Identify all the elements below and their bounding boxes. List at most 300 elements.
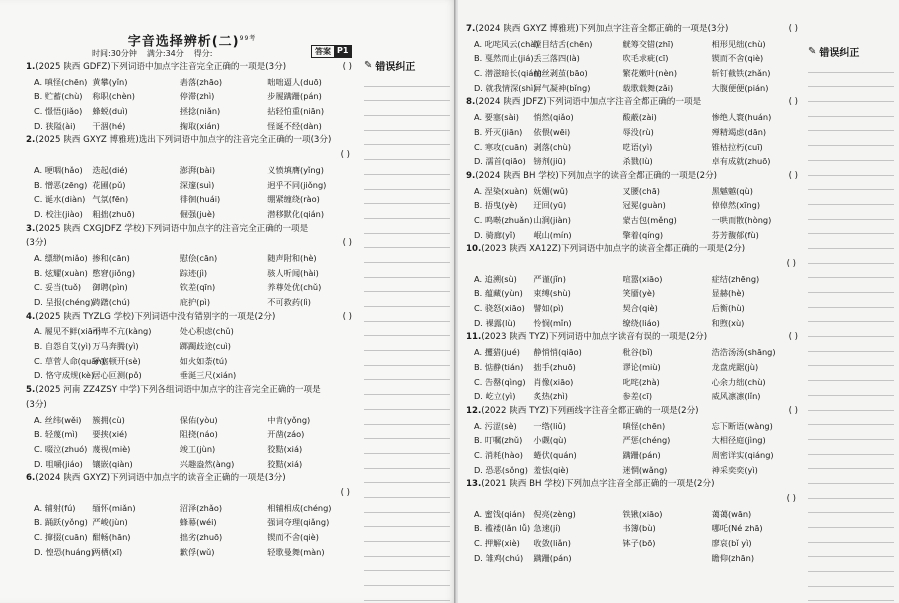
correction-line bbox=[364, 469, 450, 484]
option-item: 慰侩(cān) bbox=[179, 252, 218, 263]
error-correction-label: 错误纠正 bbox=[819, 47, 860, 59]
correction-line bbox=[808, 322, 894, 337]
option-item: B. 歼灭(jiān) bbox=[474, 126, 523, 137]
option-row bbox=[466, 213, 804, 228]
option-item: 倪亮(zèng) bbox=[533, 508, 576, 519]
option-item bbox=[622, 551, 711, 566]
option-item: 怜悯(mǐn) bbox=[533, 317, 572, 328]
option-row bbox=[466, 521, 804, 536]
option-item: 书簿(bù) bbox=[622, 523, 656, 534]
question-block bbox=[466, 477, 804, 565]
option-row bbox=[466, 316, 804, 331]
option-item: 大腹便便(pián) bbox=[711, 82, 769, 93]
question-source: (2025 陕西 TYZLG 学校) bbox=[35, 311, 135, 322]
option-item: A. 攫猎(jué) bbox=[474, 347, 520, 358]
option-item: B. 戛然而止(jiá) bbox=[474, 53, 534, 64]
option-row bbox=[26, 75, 358, 90]
option-item: 辱没(rù) bbox=[622, 126, 654, 137]
question-source: (2021 陕西 BH 学校) bbox=[481, 479, 565, 490]
question-text: 下列词语中加点字读音有误的一项是(2分) bbox=[548, 332, 708, 343]
option-item: C. 啜泣(zhuó) bbox=[34, 443, 88, 454]
option-row bbox=[26, 266, 358, 281]
option-item: B. 惦静(tián) bbox=[474, 361, 524, 372]
correction-line bbox=[364, 234, 450, 249]
option-item: 掺和(cān) bbox=[92, 252, 130, 263]
option-item: 瞠目结舌(chēn) bbox=[533, 38, 593, 49]
option-item: 妩媚(wǔ) bbox=[533, 185, 569, 196]
question-stem-continued bbox=[26, 398, 358, 413]
option-item: 拈轻怕重(niān) bbox=[267, 106, 325, 117]
option-item: A. 追溯(sù) bbox=[474, 273, 517, 284]
option-item: 粗拙(zhuō) bbox=[92, 208, 135, 219]
option-item: B. 炫耀(xuàn) bbox=[34, 267, 88, 278]
option-item: 钵子(bō) bbox=[622, 538, 656, 549]
option-item: 芬芳馥郁(fù) bbox=[711, 229, 759, 240]
option-item: 踪迹(jì) bbox=[179, 267, 208, 278]
option-item: B. 踊跃(yǒng) bbox=[34, 517, 88, 528]
correction-line bbox=[808, 425, 894, 440]
option-item: 不卑不亢(kàng) bbox=[92, 326, 152, 337]
option-row bbox=[466, 37, 804, 52]
correction-line bbox=[808, 176, 894, 191]
option-item: 笑靥(yè) bbox=[622, 288, 656, 299]
option-item: 迂回(yū) bbox=[533, 200, 567, 211]
option-item: A. 丝纬(wěi) bbox=[34, 414, 82, 425]
option-item: 锲而不舍(qiè) bbox=[267, 532, 319, 542]
option-item: 后衡(hù) bbox=[711, 303, 745, 314]
correction-line bbox=[808, 513, 894, 528]
correction-line bbox=[808, 264, 894, 279]
correction-lines bbox=[364, 72, 450, 601]
option-item: 狡黠(xiá) bbox=[267, 443, 303, 454]
option-row bbox=[466, 140, 804, 155]
option-item: 万马奔腾(yì) bbox=[92, 341, 139, 352]
option-row bbox=[26, 339, 358, 354]
option-item: 蜂蜕(duì) bbox=[92, 106, 128, 117]
option-item: 吹毛求疵(cī) bbox=[622, 53, 669, 64]
option-row bbox=[466, 81, 804, 96]
option-item: 瞻仰(zhān) bbox=[711, 552, 755, 563]
option-item: 黄攀(yǐn) bbox=[92, 76, 128, 87]
option-item: C. 押解(xiè) bbox=[474, 538, 520, 549]
answer-page: P1 bbox=[334, 46, 351, 57]
question-source: (2025 河南 ZZ4ZSY 中学) bbox=[35, 385, 141, 396]
question-score: (3分) bbox=[26, 399, 47, 410]
correction-line bbox=[808, 484, 894, 499]
question-stem bbox=[466, 22, 804, 37]
correction-line bbox=[364, 116, 450, 131]
question-number: 3. bbox=[26, 223, 36, 234]
option-row bbox=[26, 457, 358, 472]
option-item: 蔼蔼(wān) bbox=[711, 508, 752, 519]
answer-paren: ( ) bbox=[786, 259, 796, 269]
option-item bbox=[267, 368, 358, 383]
option-item: 歉俘(wǔ) bbox=[179, 546, 215, 557]
question-block bbox=[466, 22, 804, 95]
question-text: 下列词语中加点字的注音完全正确的一项是 bbox=[144, 223, 309, 234]
question-stem bbox=[26, 222, 358, 237]
option-item: 觥筹交错(zhī) bbox=[622, 38, 674, 49]
option-row bbox=[466, 448, 804, 463]
correction-line bbox=[808, 381, 894, 396]
option-item: A. 叱咤风云(chà) bbox=[474, 38, 539, 49]
option-item: 拙手(zhuō) bbox=[533, 361, 576, 372]
question-stem bbox=[466, 169, 804, 184]
option-item bbox=[267, 324, 358, 339]
option-item: 阻挠(náo) bbox=[179, 429, 218, 440]
option-item: 踯躅歧途(cuì) bbox=[179, 341, 231, 352]
option-row bbox=[466, 375, 804, 390]
question-block bbox=[466, 242, 804, 330]
answer-paren: ( ) bbox=[340, 150, 350, 161]
option-item: 蜂幕(wéi) bbox=[179, 517, 217, 528]
correction-line bbox=[808, 58, 894, 73]
answer-label: 答案 bbox=[315, 47, 331, 56]
option-item: 簇拥(cù) bbox=[92, 414, 125, 425]
option-item: 相辅相成(chéng) bbox=[267, 502, 332, 513]
correction-line bbox=[364, 351, 450, 366]
option-item: 大相径庭(jìng) bbox=[711, 435, 766, 446]
option-item: 憋窘(jiǒng) bbox=[92, 267, 136, 278]
answer-paren: ( ) bbox=[342, 238, 352, 249]
option-row bbox=[26, 295, 358, 310]
option-item: C. 告罄(qìng) bbox=[474, 376, 526, 387]
option-item: B. 捂曳(yè) bbox=[474, 200, 518, 211]
correction-line bbox=[808, 205, 894, 220]
left-correction-column bbox=[364, 58, 450, 601]
correction-line bbox=[364, 513, 450, 528]
option-row bbox=[26, 442, 358, 457]
correction-line bbox=[364, 204, 450, 219]
question-block bbox=[466, 404, 804, 477]
option-item: 气氛(fēn) bbox=[92, 194, 129, 205]
option-item: 踌躇(chú) bbox=[92, 297, 130, 307]
question-stem bbox=[26, 133, 358, 148]
option-item: 契合(qiè) bbox=[622, 303, 658, 314]
correction-line bbox=[364, 527, 450, 542]
option-row bbox=[26, 163, 358, 178]
option-item: 御聘(pìn) bbox=[92, 282, 128, 293]
option-item: 镑剂(jiū) bbox=[533, 156, 566, 167]
correction-line bbox=[364, 292, 450, 307]
question-text: 下列词语中加点字的读音全正确的一项是(3分) bbox=[110, 473, 286, 484]
correction-line bbox=[364, 307, 450, 322]
option-item: 静悄悄(qiāo) bbox=[533, 347, 582, 358]
option-row bbox=[26, 545, 358, 560]
option-item: 蜷伏(quán) bbox=[533, 449, 577, 460]
correction-line bbox=[808, 499, 894, 514]
question-text: 下列画线字注音全都正确的一项是(2分) bbox=[548, 405, 699, 416]
option-item: 花圃(pǔ) bbox=[92, 179, 126, 190]
option-item: 剥落(chù) bbox=[533, 141, 572, 152]
question-source: (2024 陕西 GXYZ 博雅班) bbox=[475, 24, 579, 34]
option-item: 哪吒(Né zhā) bbox=[711, 523, 763, 534]
option-item: 忘下断语(wàng) bbox=[711, 420, 773, 431]
correction-line bbox=[364, 557, 450, 572]
option-item: 惨绝人寰(huán) bbox=[711, 112, 772, 123]
option-row bbox=[26, 413, 358, 428]
option-row bbox=[26, 515, 358, 530]
title-text: 字音选择辨析(二) bbox=[127, 34, 240, 50]
option-row bbox=[466, 184, 804, 199]
option-row bbox=[26, 324, 358, 339]
option-item: A. 缥缈(miǎo) bbox=[34, 252, 88, 263]
question-stem-continued bbox=[26, 486, 358, 501]
option-row bbox=[466, 272, 804, 287]
question-stem bbox=[466, 330, 804, 345]
correction-line bbox=[364, 263, 450, 278]
option-item: A. 要塞(sài) bbox=[474, 112, 519, 123]
left-question-list bbox=[26, 60, 358, 559]
correction-line bbox=[364, 542, 450, 557]
correction-line bbox=[364, 410, 450, 425]
question-text: 下列词语中加点字的读音全都正确的一项是(2分) bbox=[561, 244, 746, 255]
question-source: (2025 陕西 CXGJDFZ 学校) bbox=[35, 223, 145, 234]
correction-line bbox=[364, 366, 450, 381]
time-label: 时间:30分钟 bbox=[92, 49, 137, 58]
option-item: 殚精竭虑(dān) bbox=[711, 126, 767, 137]
correction-line bbox=[808, 469, 894, 484]
right-page bbox=[458, 0, 899, 603]
question-stem bbox=[466, 95, 804, 110]
option-item: 强词夺理(qiǎng) bbox=[267, 517, 330, 528]
title-sup: 99考 bbox=[239, 35, 257, 42]
question-source: (2023 陕西 XA12Z) bbox=[481, 244, 562, 255]
option-item: 叉腰(chā) bbox=[622, 185, 660, 196]
option-item: 叱咤(zhà) bbox=[622, 376, 660, 387]
option-item: D. 濡首(qiāo) bbox=[474, 156, 526, 167]
option-item: C. 草菅人命(quān) bbox=[34, 355, 105, 366]
question-text: 下列各组词语中加点字的注音完全正确的一项是 bbox=[140, 385, 321, 396]
question-number: 2. bbox=[26, 135, 36, 146]
option-item: 收敛(liǎn) bbox=[533, 538, 571, 549]
option-item: 潜移默化(qián) bbox=[267, 208, 325, 219]
exam-meta bbox=[26, 47, 358, 60]
question-text: 下列词语中加点字注音全都正确的一项是 bbox=[546, 97, 702, 108]
question-block bbox=[466, 330, 804, 403]
option-item: 严峻(jùn) bbox=[92, 517, 128, 528]
option-item: 骇人听闻(hài) bbox=[267, 267, 319, 278]
question-score: (3分) bbox=[26, 238, 47, 249]
option-item: 镶嵌(qiàn) bbox=[92, 458, 133, 469]
option-item: 廖哀(bǐ yì) bbox=[711, 538, 752, 549]
option-row bbox=[466, 360, 804, 375]
correction-line bbox=[808, 337, 894, 352]
option-item: C. 鸣啭(zhuǎn) bbox=[474, 214, 533, 225]
option-item: A. 污涩(sè) bbox=[474, 420, 517, 431]
option-item: 斩钉截铁(zhǎn) bbox=[711, 68, 771, 79]
option-item: D. 骑廊(yǐ) bbox=[474, 229, 516, 240]
correction-line bbox=[364, 322, 450, 337]
option-row bbox=[26, 501, 358, 516]
option-item: 显赫(hè) bbox=[711, 288, 745, 299]
option-row bbox=[26, 251, 358, 266]
question-stem-continued bbox=[466, 492, 804, 507]
answer-paren: ( ) bbox=[788, 405, 798, 416]
option-item: 载歌载舞(zǎi) bbox=[622, 82, 674, 93]
option-item: 嗔怪(chēn) bbox=[622, 420, 666, 431]
question-number: 7. bbox=[466, 24, 476, 34]
option-item: A. 蜜饯(qián) bbox=[474, 508, 526, 519]
option-item: 龙盘虎踞(jù) bbox=[711, 361, 759, 372]
option-item: 严谨(jǐn) bbox=[533, 273, 566, 284]
option-item: 丢三落四(là) bbox=[533, 53, 580, 64]
option-row bbox=[26, 104, 358, 119]
option-item: 心余力绌(chù) bbox=[711, 376, 766, 387]
option-item: D. 惶恐(huáng) bbox=[34, 546, 95, 557]
option-item: A. 涅染(xuàn) bbox=[474, 185, 528, 196]
correction-line bbox=[364, 278, 450, 293]
option-item: 严惩(chéng) bbox=[622, 435, 671, 446]
question-block bbox=[26, 133, 358, 221]
question-block bbox=[26, 222, 358, 310]
option-row bbox=[466, 536, 804, 551]
option-item: 迥乎不同(jiǒng) bbox=[267, 179, 327, 190]
question-text: 选出下列词语中加点字的注音完全正确的一项(3分) bbox=[138, 135, 332, 146]
error-correction-header bbox=[364, 58, 450, 72]
option-item: 停滞(zhì) bbox=[179, 91, 215, 102]
option-item: 杀戮(lù) bbox=[622, 156, 653, 167]
option-row bbox=[466, 154, 804, 169]
question-source: (2025 陕西 GXYZ 博雅班) bbox=[35, 135, 139, 146]
question-number: 8. bbox=[466, 97, 476, 108]
option-row bbox=[466, 507, 804, 522]
option-item: 如火如荼(tú) bbox=[179, 355, 228, 366]
question-source: (2024 陕西 BH 学校) bbox=[475, 170, 559, 181]
correction-line bbox=[364, 454, 450, 469]
option-row bbox=[466, 51, 804, 66]
question-text: 下列加点字注音全都正确的一项是(3分) bbox=[578, 24, 729, 34]
option-item: C. 诞水(diàn) bbox=[34, 194, 86, 205]
question-block bbox=[466, 95, 804, 168]
option-item: B. 叮嘱(zhǔ) bbox=[474, 435, 523, 446]
correction-line bbox=[808, 293, 894, 308]
correction-line bbox=[364, 190, 450, 205]
option-item: 山涧(jiàn) bbox=[533, 214, 571, 225]
option-item: D. 恪守成规(kè) bbox=[34, 370, 95, 381]
answer-paren: ( ) bbox=[340, 487, 350, 498]
right-main-column bbox=[466, 22, 804, 565]
option-item: C. 憬悟(jiǎo) bbox=[34, 106, 83, 117]
option-item: 步履蹒跚(pán) bbox=[267, 91, 322, 102]
option-item: 蔑视(miè) bbox=[92, 443, 131, 454]
option-row bbox=[466, 389, 804, 404]
option-item: 炙热(zhì) bbox=[533, 391, 568, 402]
option-item: C. 撺掇(cuān) bbox=[34, 532, 88, 542]
correction-line bbox=[364, 336, 450, 351]
option-item: B. 褴褛(lǎn lǚ) bbox=[474, 523, 531, 534]
option-item: C. 妥当(tuǒ) bbox=[34, 282, 82, 293]
option-item: C. 潜滋暗长(qián) bbox=[474, 68, 542, 79]
option-item: 迭起(dié) bbox=[92, 164, 128, 175]
option-item: 两栖(xī) bbox=[92, 546, 123, 557]
option-item: 肖像(xiāo) bbox=[533, 376, 574, 387]
option-item: 繁花嫩叶(nèn) bbox=[622, 68, 678, 79]
option-item: 岷山(mín) bbox=[533, 229, 572, 240]
correction-line bbox=[808, 352, 894, 367]
question-stem bbox=[26, 310, 358, 325]
option-row bbox=[26, 280, 358, 295]
option-item: C. 寒攻(cuān) bbox=[474, 141, 528, 152]
option-item: 沼泽(zhǎo) bbox=[179, 502, 223, 513]
option-item: 酸蔽(zài) bbox=[622, 112, 657, 123]
question-number: 9. bbox=[466, 170, 476, 181]
option-item: 缅怀(miǎn) bbox=[92, 502, 136, 513]
option-item: 义愤填膺(yǐng) bbox=[267, 164, 324, 175]
option-item: 钦差(qīn) bbox=[179, 282, 216, 293]
question-stem bbox=[466, 404, 804, 419]
option-row bbox=[466, 286, 804, 301]
option-item bbox=[267, 339, 358, 354]
answer-paren: ( ) bbox=[786, 494, 796, 504]
option-item: 威风凛凛(lǐn) bbox=[711, 391, 761, 402]
question-block bbox=[26, 60, 358, 133]
option-row bbox=[26, 368, 358, 383]
option-item: 蒙古包(měng) bbox=[622, 214, 677, 225]
option-item: B. 憎恶(zēng) bbox=[34, 179, 88, 190]
correction-line bbox=[364, 586, 450, 601]
option-item: 掬取(xián) bbox=[179, 120, 220, 131]
option-item: 竣工(jùn) bbox=[179, 443, 216, 454]
option-item: 保佑(yòu) bbox=[179, 414, 218, 425]
option-row bbox=[26, 178, 358, 193]
score-label: 得分: bbox=[193, 49, 213, 58]
option-item: 黑魆魆(qù) bbox=[711, 185, 753, 196]
option-row bbox=[466, 228, 804, 243]
option-item: 蹒跚(pán) bbox=[622, 449, 661, 460]
page-title bbox=[26, 30, 358, 50]
option-item: 开凿(záo) bbox=[267, 429, 305, 440]
option-row bbox=[466, 551, 804, 566]
option-row bbox=[26, 192, 358, 207]
option-item: 束缚(shù) bbox=[533, 288, 571, 299]
option-row bbox=[26, 89, 358, 104]
option-row bbox=[466, 198, 804, 213]
error-correction-label: 错误纠正 bbox=[375, 61, 416, 73]
option-row bbox=[466, 66, 804, 81]
option-item: C. 消耗(hào) bbox=[474, 449, 523, 460]
option-row bbox=[26, 207, 358, 222]
option-item: A. 嗔怪(chēn) bbox=[34, 76, 88, 87]
correction-line bbox=[364, 72, 450, 87]
option-item: 狡黠(xiá) bbox=[267, 458, 303, 469]
option-row bbox=[26, 354, 358, 369]
option-row bbox=[26, 427, 358, 442]
option-row bbox=[466, 110, 804, 125]
option-item: B. 轻蔑(mì) bbox=[34, 429, 78, 440]
answer-badge bbox=[311, 45, 352, 58]
question-number: 4. bbox=[26, 311, 36, 322]
correction-lines bbox=[808, 58, 894, 601]
option-item: 铁锹(xiāo) bbox=[622, 508, 663, 519]
option-item: 深邃(suì) bbox=[179, 179, 215, 190]
correction-line bbox=[808, 308, 894, 323]
correction-line bbox=[808, 278, 894, 293]
option-item: A. 辅射(fú) bbox=[34, 502, 76, 513]
option-item: 缭绕(liáo) bbox=[622, 317, 660, 328]
question-stem bbox=[466, 477, 804, 492]
option-row bbox=[466, 345, 804, 360]
option-item: 小觑(qù) bbox=[533, 435, 567, 446]
option-item: 冠冕(guàn) bbox=[622, 200, 666, 211]
option-row bbox=[26, 119, 358, 134]
option-item: 一绺(liǔ) bbox=[533, 420, 566, 431]
right-correction-column bbox=[808, 44, 894, 601]
question-number: 1. bbox=[26, 62, 36, 72]
question-source: (2022 陕西 TYZ) bbox=[481, 405, 549, 416]
option-item: 相形见绌(chù) bbox=[711, 38, 766, 49]
option-item: 垂涎三尺(xián) bbox=[179, 370, 237, 381]
